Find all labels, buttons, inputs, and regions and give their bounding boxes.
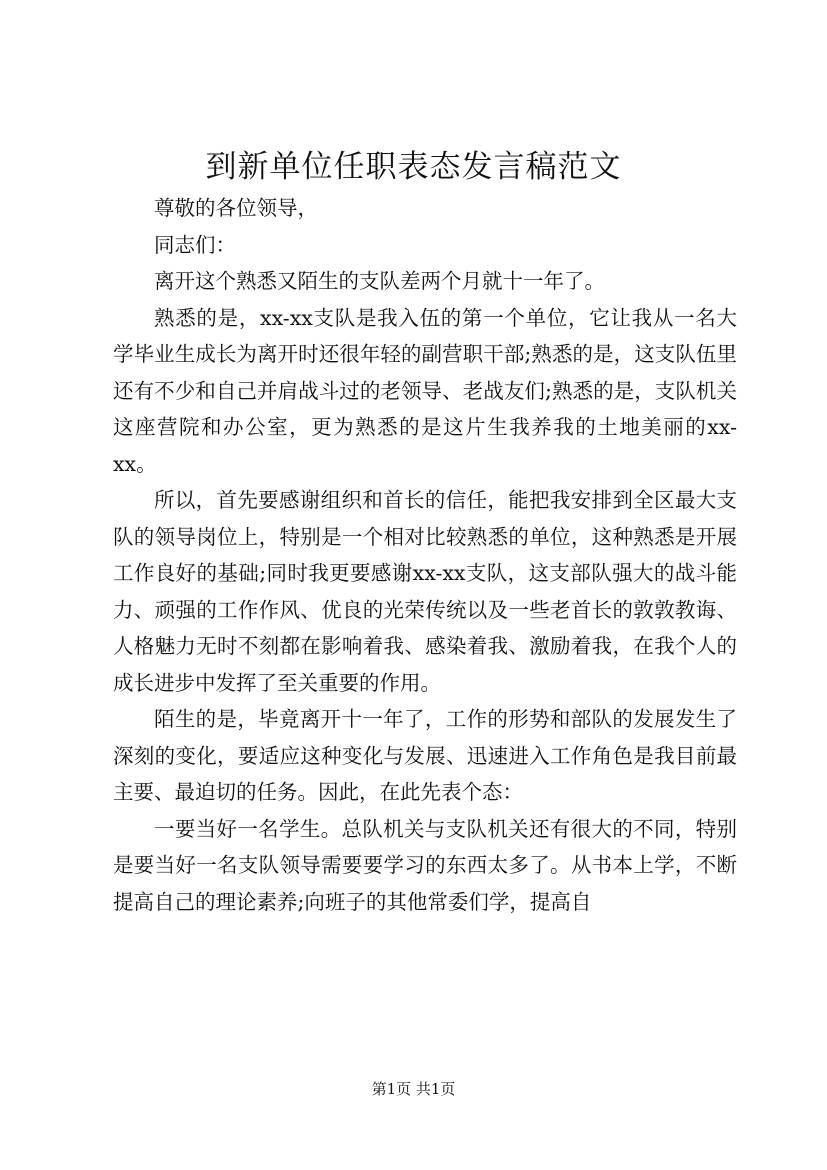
body-paragraph: 所以，首先要感谢组织和首长的信任，能把我安排到全区最大支队的领导岗位上，特别是一个相对比较熟悉的单位，这种熟悉是开展工作良好的基础;同时我更要感谢xx-xx支队，这支部队强大的战斗能力、顽强的工作作风、优良的光荣传统以及一些老首长的敦敦教诲、人格魅力无时不刻都在影响着我、感染着我、激励着我，在我个人的成长进步中发挥了至关重要的作用。 [113, 488, 737, 695]
salutation-paragraph: 尊敬的各位领导， [154, 196, 318, 220]
document-body [113, 190, 737, 920]
body-paragraph: 陌生的是，毕竟离开十一年了，工作的形势和部队的发展发生了深刻的变化，要适应这种变化与发展、迅速进入工作角色是我目前最主要、最迫切的任务。因此，在此先表个态： [113, 707, 737, 804]
body-paragraph: 一要当好一名学生。总队机关与支队机关还有很大的不同，特别是要当好一名支队领导需要要学习的东西太多了。从书本上学，不断提高自己的理论素养;向班子的其他常委们学，提高自 [113, 816, 737, 914]
body-paragraph: 熟悉的是，xx-xx支队是我入伍的第一个单位，它让我从一名大学毕业生成长为离开时还很年轻的副营职干部;熟悉的是，这支队伍里还有不少和自己并肩战斗过的老领导、老战友们;熟悉的是，支队机关这座营院和办公室，更为熟悉的是这片生我养我的土地美丽的xx-xx。 [113, 305, 737, 476]
document-title: 到新单位任职表态发言稿范文 [205, 149, 622, 185]
page-number-footer: 第1页 共1页 [371, 1080, 456, 1098]
greeting-paragraph: 同志们： [154, 232, 236, 257]
body-paragraph: 离开这个熟悉又陌生的支队差两个月就十一年了。 [154, 269, 605, 293]
